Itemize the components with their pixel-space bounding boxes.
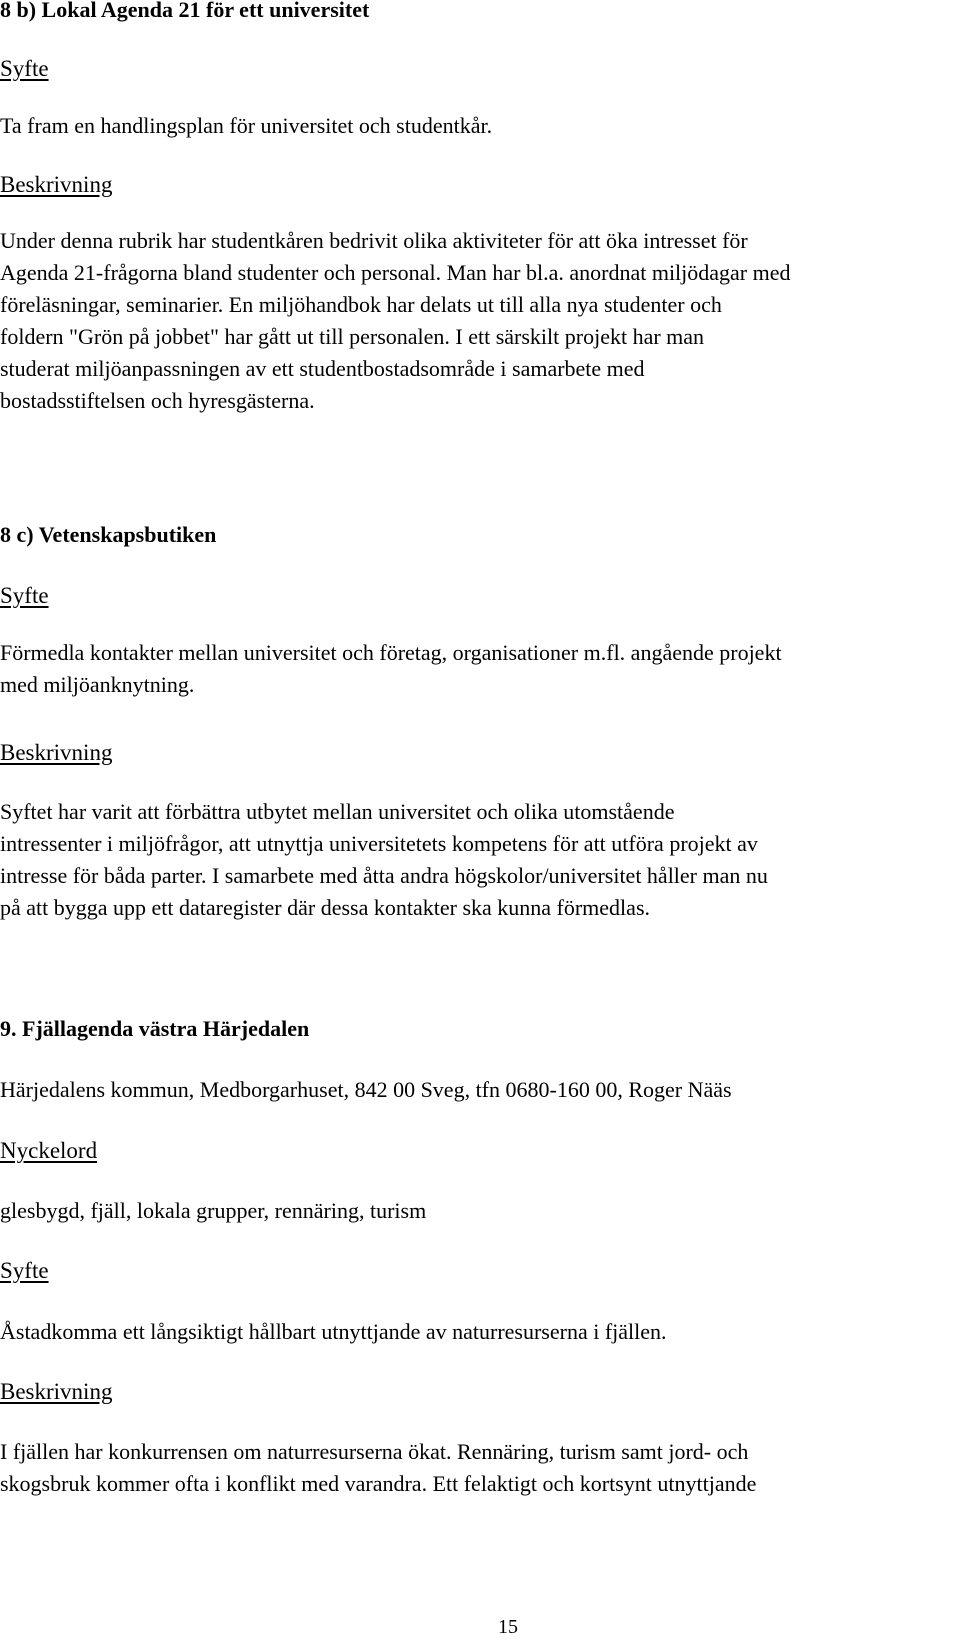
- section-8c-syfte-text: [0, 637, 782, 701]
- section-8c-beskrivning-label: Beskrivning: [0, 740, 113, 765]
- text-line: I fjällen har konkurrensen om naturresurserna ökat. Rennäring, turism samt jord- och: [0, 1439, 749, 1464]
- section-8b-syfte-text: Ta fram en handlingsplan för universitet och studentkår.: [0, 113, 493, 138]
- section-9-heading: 9. Fjällagenda västra Härjedalen: [0, 1016, 310, 1041]
- text-line: bostadsstiftelsen och hyresgästerna.: [0, 388, 315, 413]
- text-line: föreläsningar, seminarier. En miljöhandbok har delats ut till alla nya studenter och: [0, 292, 722, 317]
- section-9-syfte-text: Åstadkomma ett långsiktigt hållbart utnyttjande av naturresurserna i fjällen.: [0, 1319, 667, 1344]
- section-9-nyckelord-label: Nyckelord: [0, 1138, 98, 1163]
- section-9-beskrivning-text: [0, 1436, 756, 1500]
- text-line: studerat miljöanpassningen av ett studentbostadsområde i samarbete med: [0, 356, 645, 381]
- text-line: intressenter i miljöfrågor, att utnyttja universitetets kompetens för att utföra projekt av: [0, 831, 758, 856]
- text-line: intresse för båda parter. I samarbete med åtta andra högskolor/universitet håller man nu: [0, 863, 768, 888]
- section-8b-beskrivning-text: [0, 225, 791, 417]
- section-8c-beskrivning-text: [0, 796, 768, 924]
- text-line: Syftet har varit att förbättra utbytet mellan universitet och olika utomstående: [0, 799, 675, 824]
- section-9-beskrivning-label: Beskrivning: [0, 1379, 113, 1404]
- text-line: Under denna rubrik har studentkåren bedrivit olika aktiviteter för att öka intresset för: [0, 228, 748, 253]
- section-9-syfte-label: Syfte: [0, 1258, 49, 1283]
- text-line: Agenda 21-frågorna bland studenter och personal. Man har bl.a. anordnat miljödagar med: [0, 260, 791, 285]
- section-8c-heading: 8 c) Vetenskapsbutiken: [0, 522, 217, 547]
- section-9-nyckelord-text: glesbygd, fjäll, lokala grupper, rennäring, turism: [0, 1198, 427, 1223]
- text-line: foldern "Grön på jobbet" har gått ut till personalen. I ett särskilt projekt har man: [0, 324, 705, 349]
- text-line: på att bygga upp ett dataregister där dessa kontakter ska kunna förmedlas.: [0, 895, 650, 920]
- text-line: Förmedla kontakter mellan universitet och företag, organisationer m.fl. angående projekt: [0, 640, 782, 665]
- section-8b-syfte-label: Syfte: [0, 56, 49, 81]
- section-9-contact: Härjedalens kommun, Medborgarhuset, 842 00 Sveg, tfn 0680-160 00, Roger Nääs: [0, 1077, 732, 1102]
- section-8b-heading: 8 b) Lokal Agenda 21 för ett universitet: [0, 0, 370, 22]
- section-8b-beskrivning-label: Beskrivning: [0, 172, 113, 197]
- text-line: skogsbruk kommer ofta i konflikt med varandra. Ett felaktigt och kortsynt utnyttjande: [0, 1471, 757, 1496]
- section-8c-syfte-label: Syfte: [0, 583, 49, 608]
- text-line: med miljöanknytning.: [0, 672, 195, 697]
- page-number: 15: [498, 1616, 518, 1638]
